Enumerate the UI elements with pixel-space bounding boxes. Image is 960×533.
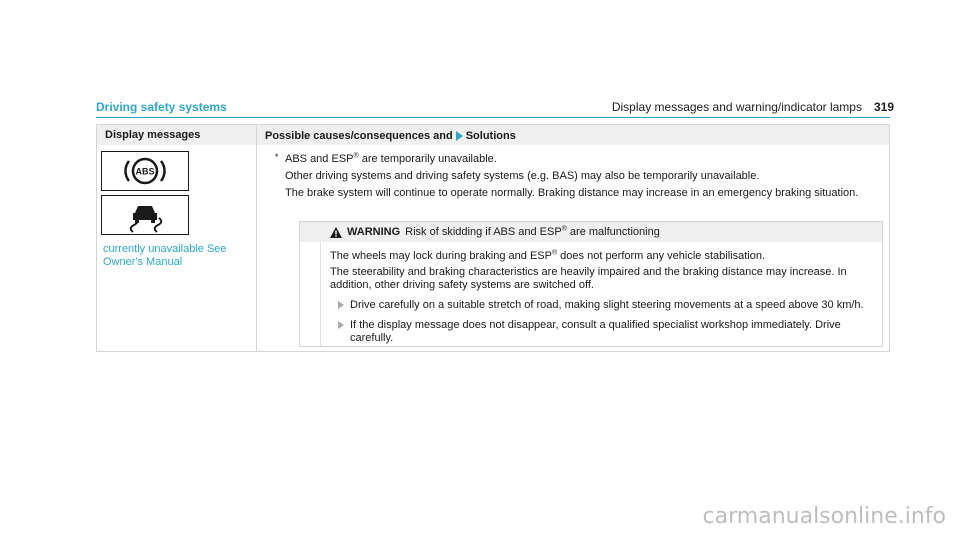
arrow-right-icon xyxy=(456,131,463,141)
registered-mark: ® xyxy=(561,225,567,233)
warning-left-rule xyxy=(320,242,321,346)
section-title: Driving safety systems xyxy=(96,100,227,114)
warning-title xyxy=(405,226,660,239)
abs-warning-icon xyxy=(101,151,189,191)
abs-symbol-text: ABS xyxy=(135,166,155,177)
esp-skid-icon xyxy=(101,195,189,235)
page-number: 319 xyxy=(873,100,894,114)
table-header xyxy=(97,125,889,145)
cause-line-suffix: are temporarily unavailable. xyxy=(358,153,497,165)
col-causes-header-suffix: Solutions xyxy=(465,130,516,142)
registered-mark: ® xyxy=(551,249,558,257)
warning-bullet xyxy=(330,299,870,312)
running-title: Display messages and warning/indicator lamps xyxy=(611,100,862,114)
footnote-marker: * xyxy=(275,152,279,162)
col-display-messages-header: Display messages xyxy=(105,129,201,141)
warning-title-suffix: are malfunctioning xyxy=(566,226,660,238)
page-header xyxy=(612,100,894,114)
cause-line-prefix: ABS and ESP xyxy=(285,153,354,165)
registered-mark: ® xyxy=(353,152,359,160)
unavailable-message: currently unavailable See Owner's Manual xyxy=(103,243,227,268)
bullet-arrow-icon xyxy=(338,301,344,309)
causes-content xyxy=(265,153,885,204)
warning-header-content xyxy=(330,226,660,239)
section-rule xyxy=(96,117,890,118)
warning-label: WARNING xyxy=(347,226,401,238)
warning-text-wheels-prefix: The wheels may lock during braking and ESP xyxy=(330,250,552,262)
warning-title-prefix: Risk of skidding if ABS and ESP xyxy=(405,226,562,238)
warning-text-wheels-suffix: does not perform any vehicle stabilisation. xyxy=(557,250,766,262)
warning-text-steerability: The steerability and braking characteristics are heavily impaired and the braking distance may increase. In addition, other driving safety systems are switched off. xyxy=(330,266,847,291)
col-causes-header-prefix: Possible causes/consequences and xyxy=(265,130,453,142)
warning-bullet xyxy=(330,319,870,345)
col-causes-header xyxy=(265,130,516,142)
column-divider xyxy=(256,125,257,351)
info-table xyxy=(96,124,890,352)
warning-bullet-text: If the display message does not disappear, consult a qualified specialist workshop immediately. Drive carefully. xyxy=(350,319,841,344)
cause-line xyxy=(265,153,885,166)
bullet-arrow-icon xyxy=(338,321,344,329)
cause-para-brake-system: The brake system will continue to operate normally. Braking distance may increase in an emergency braking situation. xyxy=(285,187,859,199)
cause-para-other-systems: Other driving systems and driving safety systems (e.g. BAS) may also be temporarily unavailable. xyxy=(285,170,760,182)
warning-bullet-text: Drive carefully on a suitable stretch of road, making slight steering movements at a speed above 30 km/h. xyxy=(350,299,864,311)
warning-text-wheels xyxy=(330,250,870,263)
warning-triangle-icon xyxy=(330,227,342,238)
warning-text xyxy=(330,250,870,348)
warning-box xyxy=(299,221,883,347)
watermark: carmanualsonline.info xyxy=(702,504,946,529)
warning-header xyxy=(300,222,882,242)
